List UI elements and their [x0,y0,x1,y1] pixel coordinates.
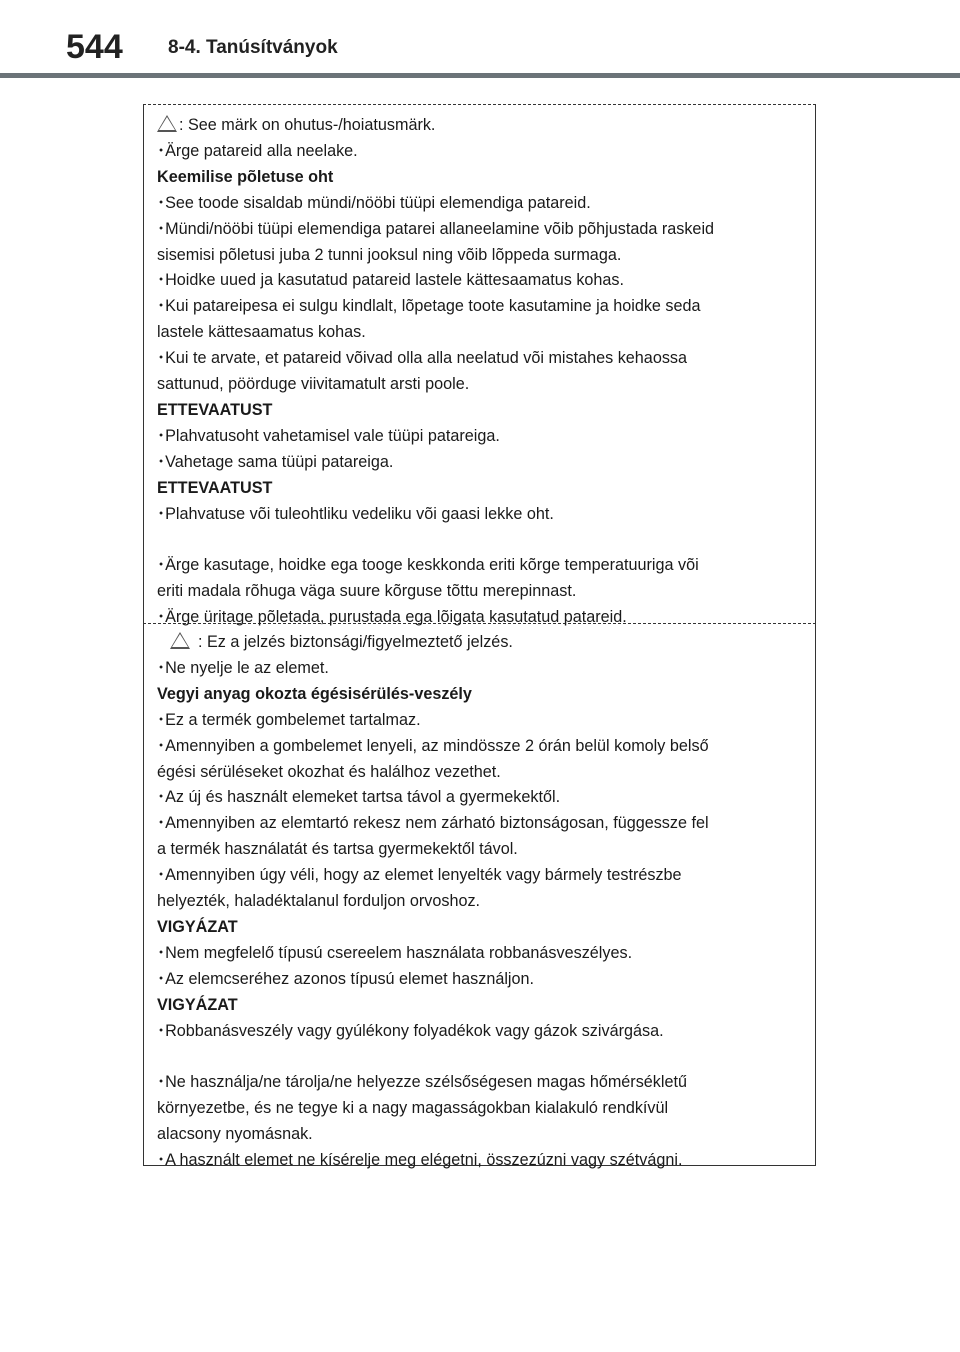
notice-line [157,191,797,217]
notice-line [157,837,797,863]
notice-line [157,605,797,631]
notice-line [157,941,797,967]
notice-line [157,811,797,837]
notice-text: ･Hoidke uued ja kasutatud patareid lastele kättesaamatus kohas. [157,271,625,290]
notice-line [157,579,797,605]
notice-text: ･Plahvatuse või tuleohtliku vedeliku või gaasi lekke oht. [157,504,554,523]
notice-text: ･See toode sisaldab mündi/nööbi tüüpi elemendiga patareid. [157,193,591,212]
warning-triangle-icon [157,115,177,132]
notice-text: ･Ärge patareid alla neelake. [157,141,358,160]
notice-text: ･Mündi/nööbi tüüpi elemendiga patarei allaneelamine võib põhjustada raskeid [157,219,715,238]
warning-triangle-icon [170,632,190,649]
notice-line [157,967,797,993]
hungarian-notice [157,630,797,1174]
notice-line [157,1096,797,1122]
notice-text: alacsony nyomásnak. [157,1125,313,1144]
header-rule [0,73,960,78]
notice-text: ･Az elemcseréhez azonos típusú elemet használjon. [157,969,535,988]
notice-line [157,320,797,346]
notice-text: ･Robbanásveszély vagy gyúlékony folyadékok vagy gázok szivárgása. [157,1021,664,1040]
notice-line [157,553,797,579]
notice-line [157,1122,797,1148]
notice-text: égési sérüléseket okozhat és halálhoz vezethet. [157,762,501,781]
symbol-explanation [157,113,797,139]
notice-line [157,889,797,915]
notice-line [157,372,797,398]
notice-text: : Ez a jelzés biztonsági/figyelmeztető jelzés. [198,633,513,651]
notice-text: eriti madala rõhuga väga suure kõrguse tõttu merepinnast. [157,582,577,601]
notice-text: VIGYÁZAT [157,917,238,936]
notice-text: Keemilise põletuse oht [157,167,334,186]
notice-text: lastele kättesaamatus kohas. [157,323,366,342]
estonian-notice [157,113,797,631]
warning-heading [157,993,797,1019]
notice-line [157,656,797,682]
notice-line [157,1019,797,1045]
notice-text: ･Ärge üritage põletada, purustada ega lõigata kasutatud patareid. [157,608,627,627]
notice-text: ･Amennyiben úgy véli, hogy az elemet lenyelték vagy bármely testrészbe [157,866,682,885]
notice-text: ･Ne nyelje le az elemet. [157,658,329,677]
notice-line [157,502,797,528]
notice-line [157,1148,797,1174]
notice-line [157,217,797,243]
notice-text: sattunud, pöörduge viivitamatult arsti poole. [157,375,470,394]
notice-text: ･Az új és használt elemeket tartsa távol a gyermekektől. [157,788,561,807]
notice-text: Vegyi anyag okozta égésisérülés-veszély [157,684,472,703]
notice-text: ･Ez a termék gombelemet tartalmaz. [157,710,421,729]
section-title: 8-4. Tanúsítványok [168,37,338,58]
notice-text: : See märk on ohutus-/hoiatusmärk. [179,116,436,134]
notice-line [157,346,797,372]
symbol-explanation [157,630,797,656]
notice-text: ･Ne használja/ne tárolja/ne helyezze szélsőségesen magas hőmérsékletű [157,1073,687,1092]
warning-heading [157,476,797,502]
notice-text: ･Kui patareipesa ei sulgu kindlalt, lõpetage toote kasutamine ja hoidke seda [157,297,701,316]
notice-line [157,294,797,320]
paragraph-gap [157,528,797,554]
notice-text: ･Nem megfelelő típusú csereelem használata robbanásveszélyes. [157,943,633,962]
notice-text: ETTEVAATUST [157,478,273,497]
notice-line [157,785,797,811]
notice-text: a termék használatát és tartsa gyermekektől távol. [157,840,518,859]
notice-line [157,450,797,476]
notice-text: sisemisi põletusi juba 2 tunni jooksul ning võib lõppeda surmaga. [157,245,622,264]
warning-heading [157,915,797,941]
box-top-border [143,104,816,105]
notice-text: ･Amennyiben a gombelemet lenyeli, az mindössze 2 órán belül komoly belső [157,736,709,755]
notice-line [157,139,797,165]
warning-heading [157,165,797,191]
warning-heading [157,398,797,424]
box-right-border [815,104,816,1166]
paragraph-gap [157,1045,797,1071]
page-number: 544 [66,28,123,66]
notice-text: ETTEVAATUST [157,400,273,419]
notice-text: ･Kui te arvate, et patareid võivad olla alla neelatud või mistahes kehaossa [157,349,688,368]
notice-text: környezetbe, és ne tegye ki a nagy magasságokban kialakuló rendkívül [157,1099,669,1118]
notice-line [157,268,797,294]
notice-line [157,734,797,760]
notice-text: VIGYÁZAT [157,995,238,1014]
warning-heading [157,682,797,708]
box-left-border [143,104,144,1166]
notice-text: ･Amennyiben az elemtartó rekesz nem zárható biztonságosan, függessze fel [157,814,709,833]
notice-line [157,863,797,889]
page-header [0,0,960,76]
notice-line [157,243,797,269]
notice-line [157,1070,797,1096]
notice-line [157,424,797,450]
notice-text: helyezték, haladéktalanul forduljon orvoshoz. [157,892,481,911]
notice-text: ･Vahetage sama tüüpi patareiga. [157,452,394,471]
notice-line [157,760,797,786]
notice-text: ･Plahvatusoht vahetamisel vale tüüpi patareiga. [157,426,500,445]
notice-text: ･Ärge kasutage, hoidke ega tooge keskkonda eriti kõrge temperatuuriga või [157,556,699,575]
notice-text: ･A használt elemet ne kísérelje meg elégetni, összezúzni vagy szétvágni. [157,1151,683,1170]
notice-line [157,708,797,734]
